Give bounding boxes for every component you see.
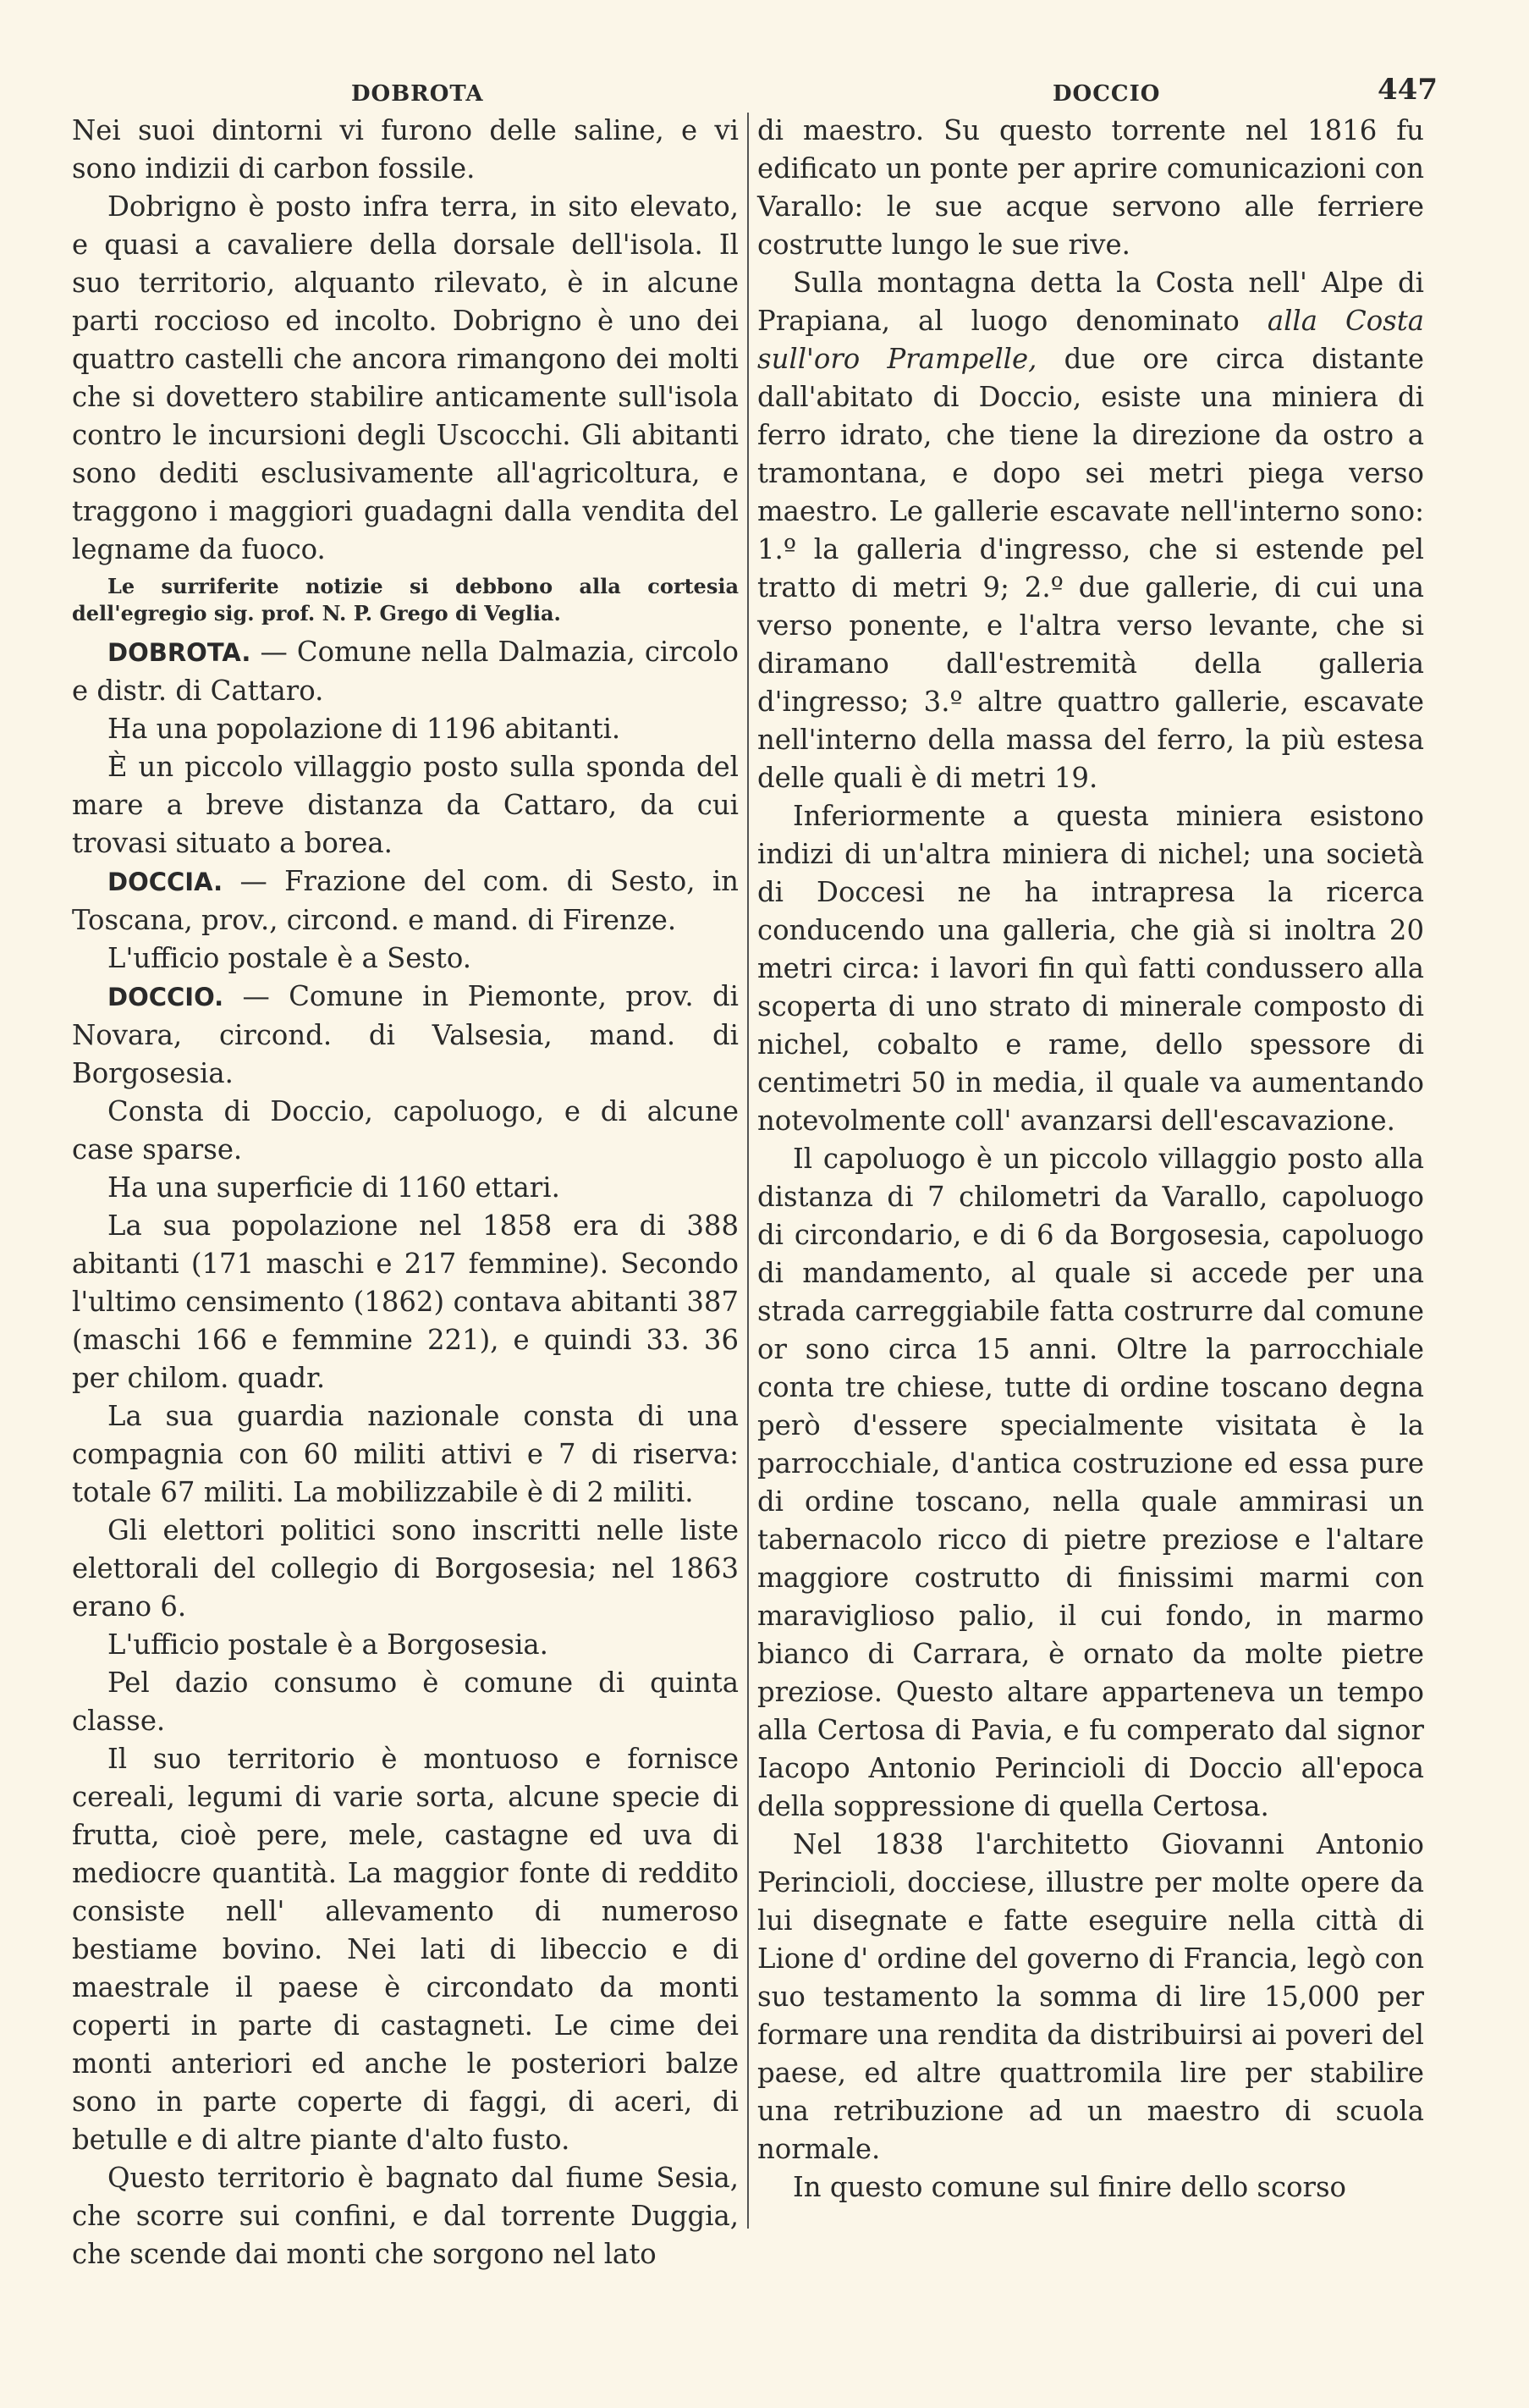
entry-term: DOBROTA.	[107, 638, 251, 667]
paragraph: La sua popolazione nel 1858 era di 388 abitanti (171 maschi e 217 femmine). Secondo l'ultimo censimento (1862) contava abitanti 387 (maschi 166 e femmine 221), e quindi 33. 36 per chilom. quadr.	[72, 1210, 739, 1394]
paragraph: Il capoluogo è un piccolo villaggio posto alla distanza di 7 chilometri da Varallo, capoluogo di circondario, e di 6 da Borgosesia, capoluogo di mandamento, al quale si accede per una strada carreggiabile fatta costrurre dal comune or sono circa 15 anni. Oltre la parrocchiale conta tre chiese, tutte di ordine toscano degna però d'essere specialmente visitata è la parrocchiale, d'antica costruzione ed essa pure di ordine toscano, nella quale ammirasi un tabernacolo ricco di pietre preziose e l'altare maggiore costrutto di finissimi marmi con maraviglioso palio, il cui fondo, in marmo bianco di Carrara, è ornato da molte pietre preziose. Questo altare apparteneva un tempo alla Certosa di Pavia, e fu comperato dal signor Iacopo Antonio Perincioli di Doccio all'epoca della soppressione di quella Certosa.	[757, 1143, 1424, 1822]
page-number: 447	[1378, 73, 1438, 107]
paragraph: di maestro. Su questo torrente nel 1816 fu edificato un ponte per aprire comunicazioni con Varallo: le sue acque servono alle ferriere costrutte lungo le sue rive.	[757, 114, 1424, 261]
paragraph: Pel dazio consumo è comune di quinta classe.	[72, 1667, 739, 1737]
paragraph: Ha una popolazione di 1196 abitanti.	[107, 713, 621, 745]
paragraph: L'ufficio postale è a Borgosesia.	[107, 1628, 548, 1661]
entry-term: DOCCIA.	[107, 868, 223, 896]
entry-definition: — Frazione del com. di Sesto, in Toscana, prov., circond. e mand. di Firenze.	[72, 865, 739, 936]
entry-doccio	[72, 978, 739, 1093]
paragraph: L'ufficio postale è a Sesto.	[107, 942, 471, 974]
footnote: Le surriferite notizie si debbono alla cortesia dell'egregio sig. prof. N. P. Grego di Veglia.	[72, 574, 739, 625]
paragraph: È un piccolo villaggio posto sulla sponda del mare a breve distanza da Cattaro, da cui trovasi situato a borea.	[72, 751, 739, 859]
paragraph: Nel 1838 l'architetto Giovanni Antonio Perincioli, docciese, illustre per molte opere da lui disegnate e fatte eseguire nella città di Lione d' ordine del governo di Francia, legò con suo testamento la somma di lire 15,000 per formare una rendita da distribuirsi ai poveri del paese, ed altre quattromila lire per stabilire una retribuzione ad un maestro di scuola normale.	[757, 1828, 1424, 2165]
entry-dobrota	[72, 633, 739, 710]
paragraph: Inferiormente a questa miniera esistono indizi di un'altra miniera di nichel; una società di Doccesi ne ha intrapresa la ricerca conducendo una galleria, che già si inoltra 20 metri circa: i lavori fin quì fatti condussero alla scoperta di uno strato di minerale composto di nichel, cobalto e rame, dello spessore di centimetri 50 in media, il quale va aumentando notevolmente coll' avanzarsi dell'escavazione.	[757, 800, 1424, 1137]
italic-place-name: alla Costa sull'oro Prampelle,	[757, 305, 1424, 375]
text-run: Sulla montagna detta la Costa nell' Alpe di Prapiana, al luogo denominato	[757, 267, 1424, 337]
column-divider	[747, 113, 749, 2229]
paragraph: In questo comune sul finire dello scorso	[793, 2171, 1346, 2203]
paragraph: Gli elettori politici sono inscritti nelle liste elettorali del collegio di Borgosesia; nel 1863 erano 6.	[72, 1514, 739, 1623]
running-head-right: DOCCIO	[1053, 81, 1161, 107]
entry-term: DOCCIO.	[107, 983, 224, 1011]
entry-definition: — Comune in Piemonte, prov. di Novara, circond. di Valsesia, mand. di Borgosesia.	[72, 980, 739, 1089]
running-head-left: DOBROTA	[351, 81, 484, 107]
paragraph: Il suo territorio è montuoso e fornisce cereali, legumi di varie sorta, alcune specie di frutta, cioè pere, mele, castagne ed uva di mediocre quantità. La maggior fonte di reddito consiste nell' allevamento di numeroso bestiame bovino. Nei lati di libeccio e di maestrale il paese è circondato da monti coperti in parte di castagneti. Le cime dei monti anteriori ed anche le posteriori balze sono in parte coperte di faggi, di aceri, di betulle e di altre piante d'alto fusto.	[72, 1743, 739, 2156]
paragraph: La sua guardia nazionale consta di una compagnia con 60 militi attivi e 7 di riserva: totale 67 militi. La mobilizzabile è di 2 militi.	[72, 1400, 739, 1508]
paragraph: Nei suoi dintorni vi furono delle saline, e vi sono indizii di carbon fossile.	[72, 114, 739, 185]
left-column	[72, 112, 739, 2273]
text-run: due ore circa distante dall'abitato di Doccio, esiste una miniera di ferro idrato, che tiene la direzione da ostro a tramontana, e dopo sei metri piega verso maestro. Le gallerie escavate nell'interno sono: 1.º la galleria d'ingresso, che si estende pel tratto di metri 9; 2.º due gallerie, di cui una verso ponente, e l'altra verso levante, che si diramano dall'estremità della galleria d'ingresso; 3.º altre quattro gallerie, escavate nell'interno della massa del ferro, la più estesa delle quali è di metri 19.	[757, 343, 1424, 794]
paragraph: Consta di Doccio, capoluogo, e di alcune case sparse.	[72, 1095, 739, 1165]
entry-doccia	[72, 862, 739, 940]
right-column	[757, 112, 1424, 2207]
entry-definition: — Comune nella Dalmazia, circolo e distr. di Cattaro.	[72, 636, 739, 707]
paragraph: Questo territorio è bagnato dal fiume Sesia, che scorre sui confini, e dal torrente Duggia, che scende dai monti che sorgono nel lato	[72, 2162, 739, 2270]
paragraph: Dobrigno è posto infra terra, in sito elevato, e quasi a cavaliere della dorsale dell'isola. Il suo territorio, alquanto rilevato, è in alcune parti roccioso ed incolto. Dobrigno è uno dei quattro castelli che ancora rimangono dei molti che si dovettero stabilire anticamente sull'isola contro le incursioni degli Uscocchi. Gli abitanti sono dediti esclusivamente all'agricoltura, e traggono i maggiori guadagni dalla vendita del legname da fuoco.	[72, 190, 739, 565]
paragraph: Ha una superficie di 1160 ettari.	[107, 1171, 560, 1204]
paragraph	[757, 264, 1424, 797]
